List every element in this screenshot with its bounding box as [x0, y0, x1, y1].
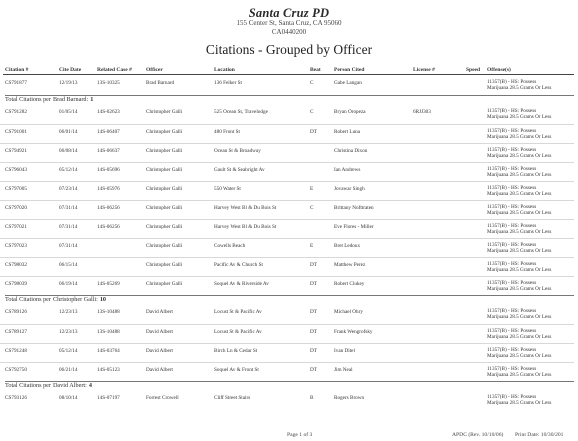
cell-person: Robert Clukey — [334, 281, 365, 287]
offense-line: Marijuana 28.5 Grams Or Less — [487, 114, 552, 121]
total-officer: David Albert: — [52, 382, 87, 389]
cell-date: 05/12/14 — [59, 167, 78, 173]
cell-officer: Christopher Galli — [146, 129, 183, 135]
cell-citation: CS796043 — [5, 167, 27, 173]
table-row — [0, 305, 578, 324]
cell-case: 14S-05976 — [97, 186, 120, 192]
cell-citation: CS791001 — [5, 129, 27, 135]
cell-citation: CS791877 — [5, 80, 27, 86]
cell-date: 06/08/14 — [59, 148, 78, 154]
offense-line: 11357(B) - HS: Possess — [487, 280, 537, 286]
cell-beat: E — [310, 243, 314, 249]
cell-offenses — [487, 223, 551, 236]
table-row — [0, 324, 578, 344]
cell-offenses — [487, 108, 551, 121]
column-header-location: Location — [214, 67, 235, 73]
column-header-related-case: Related Case # — [97, 67, 132, 73]
offense-line: Marijuana 28.5 Grams Or Less — [487, 248, 552, 255]
cell-officer: Brad Barnard — [146, 80, 175, 86]
cell-location: Ocean St & Broadway — [214, 148, 261, 154]
cell-officer: David Albert — [146, 348, 173, 354]
cell-date: 12/23/13 — [59, 329, 78, 335]
cell-officer: Christopher Galli — [146, 167, 183, 173]
cell-offenses — [487, 128, 551, 141]
cell-person: Ivan Ditel — [334, 348, 355, 354]
cell-offenses — [487, 347, 551, 360]
column-header-speed: Speed — [466, 67, 481, 73]
cell-person: Matthew Perez — [334, 262, 366, 268]
print-date: Print Date: 10/30/201 — [515, 432, 564, 438]
cell-offenses — [487, 79, 551, 92]
offense-line: Marijuana 28.5 Grams Or Less — [487, 372, 552, 379]
offense-line: 11357(B) - HS: Possess — [487, 308, 537, 314]
cell-location: 480 Front St — [214, 129, 240, 135]
cell-offenses — [487, 166, 551, 179]
page-edge — [574, 0, 578, 441]
offense-line: Marijuana 28.5 Grams Or Less — [487, 314, 552, 321]
cell-person: Frank Wengrofsky — [334, 329, 373, 335]
cell-case: 14S-07197 — [97, 395, 120, 401]
total-label: Total Citations per — [5, 296, 51, 303]
cell-officer: David Albert — [146, 309, 173, 315]
table-row — [0, 343, 578, 363]
column-header-cite-date: Cite Date — [59, 67, 82, 73]
cell-officer: Christopher Galli — [146, 243, 183, 249]
cell-citation: CS798039 — [5, 281, 27, 287]
total-count: 10 — [99, 296, 107, 303]
cell-beat: C — [310, 205, 314, 211]
table-row — [0, 162, 578, 182]
column-header-officer: Officer — [146, 67, 163, 73]
cell-person: Ian Andrews — [334, 167, 361, 173]
offense-line: 11357(B) - HS: Possess — [487, 108, 537, 114]
cell-person: Brittany Nofttraten — [334, 205, 374, 211]
total-count: 1 — [90, 96, 94, 103]
report-title: Citations - Grouped by Officer — [205, 42, 373, 57]
cell-citation: CS789126 — [5, 309, 27, 315]
cell-person: Gabe Langan — [334, 80, 362, 86]
offense-line: Marijuana 28.5 Grams Or Less — [487, 153, 552, 160]
offense-line: Marijuana 28.5 Grams Or Less — [487, 134, 552, 141]
total-officer: Christopher Galli: — [52, 296, 98, 303]
offense-line: 11357(B) - HS: Possess — [487, 242, 537, 248]
offense-line: 11357(B) - HS: Possess — [487, 394, 537, 400]
cell-case: 14S-06637 — [97, 148, 120, 154]
cell-case: 14S-06256 — [97, 205, 120, 211]
column-header-beat: Beat — [310, 67, 321, 73]
table-row — [0, 105, 578, 124]
table-row — [0, 362, 578, 382]
cell-person: Eve Flores - Miller — [334, 224, 374, 230]
table-row — [0, 257, 578, 277]
cell-person: Christina Dixon — [334, 148, 368, 154]
cell-location: Locust St & Pacific Av — [214, 329, 262, 335]
cell-beat: E — [310, 186, 314, 192]
column-header-person-cited: Person Cited — [334, 67, 365, 73]
cell-citation: CS798032 — [5, 262, 27, 268]
cell-date: 05/12/14 — [59, 348, 78, 354]
cell-case: 14S-02623 — [97, 109, 120, 115]
cell-location: Birch Ln & Cedar St — [214, 348, 258, 354]
column-header-offenses: Offense(s) — [487, 67, 511, 73]
cell-officer: Christopher Galli — [146, 281, 183, 287]
cell-beat: B — [310, 395, 314, 401]
cell-date: 06/19/14 — [59, 281, 78, 287]
cell-officer: David Albert — [146, 367, 173, 373]
cell-offenses — [487, 242, 551, 255]
cell-person: Bryan Oropeza — [334, 109, 366, 115]
cell-location: Locust St & Pacific Av — [214, 309, 262, 315]
offense-line: 11357(B) - HS: Possess — [487, 347, 537, 353]
total-count: 4 — [88, 382, 92, 389]
cell-officer: Christopher Galli — [146, 148, 183, 154]
table-row — [0, 276, 578, 296]
cell-person: Bret Ledoux — [334, 243, 361, 249]
cell-beat: DT — [310, 281, 317, 287]
cell-location: 550 Water St — [214, 186, 241, 192]
column-header-license: License # — [413, 67, 435, 73]
cell-offenses — [487, 261, 551, 274]
cell-officer: David Albert — [146, 329, 173, 335]
header-rule — [3, 74, 575, 75]
cell-date: 12/23/13 — [59, 309, 78, 315]
cell-location: Cowells Beach — [214, 243, 246, 249]
cell-citation: CS789127 — [5, 329, 27, 335]
cell-case: 14S-05269 — [97, 281, 120, 287]
offense-line: Marijuana 28.5 Grams Or Less — [487, 172, 552, 179]
cell-date: 07/31/14 — [59, 224, 78, 230]
form-revision: APDC (Rev. 10/10/06) — [452, 432, 504, 438]
cell-beat: DT — [310, 129, 317, 135]
cell-citation: CS793126 — [5, 395, 27, 401]
cell-beat: DT — [310, 329, 317, 335]
cell-case: 13S-10488 — [97, 329, 120, 335]
cell-date: 06/01/14 — [59, 129, 78, 135]
cell-location: Harvey West Bl & Du Bois St — [214, 205, 277, 211]
offense-line: 11357(B) - HS: Possess — [487, 147, 537, 153]
offense-line: Marijuana 28.5 Grams Or Less — [487, 85, 552, 92]
offense-line: 11357(B) - HS: Possess — [487, 223, 537, 229]
total-label: Total Citations per — [5, 382, 51, 389]
cell-beat: C — [310, 109, 314, 115]
cell-location: Cliff Street Stairs — [214, 395, 251, 401]
cell-beat: DT — [310, 348, 317, 354]
cell-person: Jovawar Singh — [334, 186, 365, 192]
cell-offenses — [487, 366, 551, 379]
cell-citation: CS794921 — [5, 148, 27, 154]
cell-beat: DT — [310, 367, 317, 373]
offense-line: Marijuana 28.5 Grams Or Less — [487, 400, 552, 407]
cell-case: 14S-06256 — [97, 224, 120, 230]
cell-beat: DT — [310, 309, 317, 315]
cell-date: 01/05/14 — [59, 109, 78, 115]
cell-location: Harvey West Bl & Du Bois St — [214, 224, 277, 230]
cell-person: Rogers Brown — [334, 395, 365, 401]
table-row — [0, 238, 578, 258]
offense-line: Marijuana 28.5 Grams Or Less — [487, 191, 552, 198]
offense-line: 11357(B) - HS: Possess — [487, 128, 537, 134]
cell-citation: CS792750 — [5, 367, 27, 373]
cell-officer: Christopher Galli — [146, 205, 183, 211]
cell-officer: Christopher Galli — [146, 262, 183, 268]
offense-line: 11357(B) - HS: Possess — [487, 204, 537, 210]
offense-line: 11357(B) - HS: Possess — [487, 166, 537, 172]
total-label: Total Citations per — [5, 96, 51, 103]
offense-line: 11357(B) - HS: Possess — [487, 366, 537, 372]
cell-case: 14S-05123 — [97, 367, 120, 373]
cell-officer: Christopher Galli — [146, 186, 183, 192]
offense-line: 11357(B) - HS: Possess — [487, 185, 537, 191]
cell-date: 07/31/14 — [59, 243, 78, 249]
cell-officer: Christopher Galli — [146, 224, 183, 230]
cell-case: 14S-06407 — [97, 129, 120, 135]
cell-beat: DT — [310, 262, 317, 268]
cell-location: Pacific Av & Church St — [214, 262, 263, 268]
cell-location: Soquel Av & Front St — [214, 367, 259, 373]
cell-officer: Christopher Galli — [146, 109, 183, 115]
offense-line: 11357(B) - HS: Possess — [487, 261, 537, 267]
cell-person: Jim Neal — [334, 367, 353, 373]
cell-officer: Forrest Crowell — [146, 395, 179, 401]
table-row — [0, 124, 578, 144]
cell-offenses — [487, 328, 551, 341]
offense-line: Marijuana 28.5 Grams Or Less — [487, 286, 552, 293]
cell-citation: CS797023 — [5, 243, 27, 249]
cell-citation: CS797020 — [5, 205, 27, 211]
cell-date: 07/23/14 — [59, 186, 78, 192]
cell-offenses — [487, 147, 551, 160]
cell-license: 6RJJ303 — [413, 109, 431, 115]
agency-address: 155 Center St, Santa Cruz, CA 95060 — [236, 19, 342, 27]
cell-date: 06/15/14 — [59, 262, 78, 268]
cell-location: Soquel Av & Riverside Av — [214, 281, 269, 287]
offense-line: 11357(B) - HS: Possess — [487, 328, 537, 334]
cell-person: Robert Luna — [334, 129, 361, 135]
cell-citation: CS797005 — [5, 186, 27, 192]
table-row — [0, 143, 578, 163]
table-row — [0, 219, 578, 239]
total-officer: Brad Barnard: — [52, 96, 89, 103]
cell-offenses — [487, 280, 551, 293]
cell-offenses — [487, 308, 551, 321]
offense-line: Marijuana 28.5 Grams Or Less — [487, 334, 552, 341]
cell-location: 136 Felker St — [214, 80, 242, 86]
cell-case: 14S-03764 — [97, 348, 120, 354]
cell-beat: C — [310, 80, 314, 86]
cell-offenses — [487, 394, 551, 407]
cell-person: Michael Ohry — [334, 309, 363, 315]
cell-date: 12/19/13 — [59, 80, 78, 86]
cell-location: Gault St & Seabright Av — [214, 167, 265, 173]
cell-offenses — [487, 204, 551, 217]
offense-line: Marijuana 28.5 Grams Or Less — [487, 353, 552, 360]
agency-name: Santa Cruz PD — [248, 6, 330, 20]
cell-citation: CS797021 — [5, 224, 27, 230]
page-number: Page 1 of 3 — [287, 432, 313, 438]
cell-citation: CS791248 — [5, 348, 27, 354]
offense-line: Marijuana 28.5 Grams Or Less — [487, 229, 552, 236]
offense-line: 11357(B) - HS: Possess — [487, 79, 537, 85]
table-row — [0, 391, 578, 410]
table-row — [0, 76, 578, 95]
table-row — [0, 200, 578, 220]
cell-date: 07/31/14 — [59, 205, 78, 211]
agency-ori: CA0440200 — [271, 28, 307, 36]
cell-case: 13S-10488 — [97, 309, 120, 315]
cell-case: 14S-05696 — [97, 167, 120, 173]
cell-citation: CS791282 — [5, 109, 27, 115]
column-header-citation: Citation # — [5, 67, 29, 73]
cell-case: 13S-10325 — [97, 80, 120, 86]
cell-offenses — [487, 185, 551, 198]
offense-line: Marijuana 28.5 Grams Or Less — [487, 267, 552, 274]
cell-date: 06/21/14 — [59, 367, 78, 373]
offense-line: Marijuana 28.5 Grams Or Less — [487, 210, 552, 217]
cell-location: 525 Ocean St, Travelodge — [214, 109, 268, 115]
table-row — [0, 181, 578, 201]
cell-date: 08/10/14 — [59, 395, 78, 401]
